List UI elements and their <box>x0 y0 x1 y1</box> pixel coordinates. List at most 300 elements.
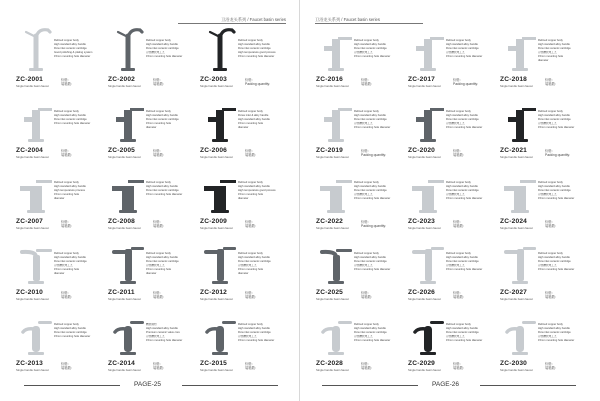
feature-line: Premium ceramic valve core <box>146 331 180 334</box>
product-card <box>406 24 498 95</box>
feature-line: High standard alloy handle <box>146 185 178 188</box>
product-features <box>54 39 106 59</box>
feature-line: 15mm mounting hole diameter <box>446 126 483 129</box>
product-features <box>146 110 198 130</box>
feature-line: Refined copper body <box>238 323 263 326</box>
feature-line: 15mm mounting hole diameter <box>354 339 391 342</box>
price-line: 装箱数: <box>361 295 372 300</box>
faucet-photo <box>198 237 242 287</box>
feature-line: Flow inlet ceramic cartridge <box>146 189 179 192</box>
feature-line: 冷热精致电工艺 <box>446 51 465 54</box>
price-block <box>453 220 464 228</box>
product-card <box>14 24 106 95</box>
price-block <box>245 291 256 299</box>
product-card <box>14 166 106 237</box>
product-description: Single handle basin faucet <box>500 297 533 301</box>
price-line: 价格: <box>245 362 253 366</box>
product-features <box>146 252 198 276</box>
price-line: 装箱数: <box>61 366 72 371</box>
product-card <box>198 166 290 237</box>
product-description: Single handle basin faucet <box>200 226 233 230</box>
feature-line: Flow inlet ceramic cartridge <box>54 118 87 121</box>
feature-line: High standard alloy handle <box>238 256 270 259</box>
feature-line: 冷热精致电工艺 <box>538 193 557 196</box>
feature-line: 冷热精致电工艺 <box>538 264 557 267</box>
product-features <box>446 181 498 201</box>
feature-line: Refined copper body <box>238 110 263 113</box>
feature-line: 15mm mounting hole <box>146 268 172 271</box>
product-card <box>406 308 498 379</box>
feature-line: Refined copper body <box>354 110 379 113</box>
price-block <box>153 220 164 228</box>
product-features <box>538 323 590 343</box>
price-line: 装箱数: <box>153 295 164 300</box>
product-code: ZC-2029 <box>408 360 436 367</box>
feature-line: 冷热精致电工艺 <box>354 122 373 125</box>
product-card <box>406 95 498 166</box>
feature-line: High standard alloy handle <box>538 327 570 330</box>
price-line: 装箱数: <box>453 224 464 229</box>
product-code: ZC-2012 <box>200 289 228 296</box>
faucet-photo <box>498 308 542 358</box>
feature-line: High standard alloy handle <box>538 114 570 117</box>
faucet-photo <box>106 95 150 145</box>
price-line: 装箱数: <box>245 224 256 229</box>
product-card <box>498 24 590 95</box>
product-code: ZC-2001 <box>16 76 44 83</box>
feature-line: High standard alloy handle <box>446 185 478 188</box>
faucet-photo <box>106 24 150 74</box>
product-card <box>14 95 106 166</box>
feature-line: High standard alloy handle <box>54 114 86 117</box>
feature-line: 精致铜材 <box>146 323 157 326</box>
price-line: 价格: <box>153 78 161 82</box>
feature-line: diameter <box>538 59 549 62</box>
product-code: ZC-2017 <box>408 76 436 83</box>
feature-line: 冷热精致电工艺 <box>146 335 165 338</box>
product-description: Single handle basin faucet <box>200 297 233 301</box>
feature-line: Flow inlet ceramic cartridge <box>354 260 387 263</box>
product-description: Single handle basin faucet <box>500 368 533 372</box>
feature-line: Flow inlet ceramic cartridge <box>538 118 571 121</box>
feature-line: diameter <box>238 197 249 200</box>
feature-line: High standard alloy handle <box>238 327 270 330</box>
feature-line: Refined copper body <box>146 181 171 184</box>
product-features <box>54 323 106 339</box>
feature-line: High standard alloy handle <box>538 43 570 46</box>
feature-line: 15mm mounting hole diameter <box>446 55 483 58</box>
price-line: 装箱数: <box>453 153 464 158</box>
feature-line: Flow inlet ceramic cartridge <box>538 331 571 334</box>
price-line: 价格: <box>453 78 461 82</box>
price-line: 价格: <box>545 220 553 224</box>
feature-line: 15mm mounting hole diameter <box>446 197 483 200</box>
price-line: 价格: <box>453 291 461 295</box>
product-features <box>538 181 590 201</box>
feature-line: Flow inlet ceramic cartridge <box>538 47 571 50</box>
price-block <box>153 149 164 157</box>
feature-line: 15mm mounting hole <box>238 122 264 125</box>
product-description: Single handle basin faucet <box>108 368 141 372</box>
price-block <box>61 291 72 299</box>
price-block <box>453 362 464 370</box>
footer-rule-right <box>182 385 278 386</box>
product-description: Single handle basin faucet <box>408 297 441 301</box>
price-block <box>361 362 372 370</box>
price-block <box>545 78 556 86</box>
feature-line: 冷热精致电工艺 <box>146 264 165 267</box>
feature-line: Refined copper body <box>238 39 263 42</box>
feature-line: 15mm mounting hole diameter <box>446 339 483 342</box>
product-code: ZC-2004 <box>16 147 44 154</box>
price-block <box>153 291 164 299</box>
feature-line: 15mm mounting hole diameter <box>146 55 183 58</box>
feature-line: Flow inlet ceramic cartridge <box>538 189 571 192</box>
price-line: 价格: <box>361 78 369 82</box>
feature-line: 冷热精致电工艺 <box>354 51 373 54</box>
feature-line: diameter <box>54 272 65 275</box>
price-line: 价格: <box>361 149 369 153</box>
product-card <box>106 166 198 237</box>
feature-line: Flow inlet ceramic cartridge <box>446 331 479 334</box>
product-card <box>198 308 290 379</box>
product-features <box>538 110 590 130</box>
product-features <box>54 181 106 201</box>
price-block <box>453 78 478 86</box>
product-code: ZC-2002 <box>108 76 136 83</box>
feature-line: Flow inlet ceramic cartridge <box>238 331 271 334</box>
feature-line: 15mm mounting hole diameter <box>146 339 183 342</box>
product-card <box>106 308 198 379</box>
feature-line: 冷热精致电工艺 <box>538 122 557 125</box>
product-code: ZC-2011 <box>108 289 135 296</box>
price-line: 装箱数: <box>453 295 464 300</box>
price-line: 装箱数: <box>153 366 164 371</box>
page-footer <box>0 380 300 392</box>
feature-line: Flow inlet ceramic cartridge <box>354 331 387 334</box>
product-code: ZC-2021 <box>500 147 528 154</box>
feature-line: High standard alloy handle <box>146 114 178 117</box>
feature-line: diameter <box>54 197 65 200</box>
page-number: PAGE-25 <box>134 381 161 388</box>
product-card <box>314 166 406 237</box>
feature-line: High standard alloy handle <box>538 256 570 259</box>
product-card <box>198 95 290 166</box>
price-line: 装箱数: <box>545 295 556 300</box>
feature-line: Flow inlet ceramic cartridge <box>354 189 387 192</box>
product-card <box>14 308 106 379</box>
page-footer <box>300 380 600 392</box>
feature-line: Refined copper body <box>354 252 379 255</box>
product-features <box>538 252 590 272</box>
product-code: ZC-2013 <box>16 360 44 367</box>
price-block <box>245 78 270 86</box>
product-features <box>446 110 498 130</box>
product-code: ZC-2018 <box>500 76 528 83</box>
feature-line: Flow inlet ceramic cartridge <box>146 260 179 263</box>
feature-line: diameter <box>238 126 249 129</box>
price-line: 价格: <box>245 220 253 224</box>
product-features <box>238 181 290 201</box>
price-line: 价格: <box>545 291 553 295</box>
product-features <box>354 181 406 201</box>
faucet-photo <box>14 24 58 74</box>
price-line: 价格: <box>545 78 553 82</box>
product-card <box>314 237 406 308</box>
product-card <box>106 24 198 95</box>
product-code: ZC-2024 <box>500 218 528 225</box>
product-features <box>54 252 106 276</box>
faucet-photo <box>198 308 242 358</box>
feature-line: 冷热精致电工艺 <box>446 193 465 196</box>
product-description: Single handle basin faucet <box>316 226 349 230</box>
feature-line: 15mm mounting hole diameter <box>238 339 275 342</box>
price-line: 价格: <box>453 220 461 224</box>
feature-line: Refined copper body <box>538 252 563 255</box>
price-block <box>61 220 72 228</box>
feature-line: Refined copper body <box>146 39 171 42</box>
product-grid <box>14 24 290 376</box>
price-line: Packing quantity: <box>361 224 387 229</box>
product-card <box>198 237 290 308</box>
price-line: 价格: <box>245 78 253 82</box>
product-features <box>354 323 406 343</box>
product-code: ZC-2008 <box>108 218 136 225</box>
product-card <box>406 237 498 308</box>
feature-line: 冷热精致电工艺 <box>354 335 373 338</box>
feature-line: 15mm mounting hole diameter <box>54 335 91 338</box>
feature-line: Refined copper body <box>238 181 263 184</box>
feature-line: Flow inlet ceramic cartridge <box>354 47 387 50</box>
feature-line: 15mm mounting hole diameter <box>54 55 91 58</box>
feature-line: High standard alloy handle <box>146 256 178 259</box>
feature-line: Flow inlet ceramic cartridge <box>146 118 179 121</box>
product-code: ZC-2003 <box>200 76 228 83</box>
feature-line: Refined copper body <box>354 323 379 326</box>
feature-line: High standard alloy handle <box>446 256 478 259</box>
feature-line: High standard alloy handle <box>54 185 86 188</box>
faucet-photo <box>14 237 58 287</box>
price-line: 价格: <box>61 220 69 224</box>
price-block <box>153 78 164 86</box>
footer-rule-left <box>322 385 418 386</box>
product-description: Single handle basin faucet <box>16 368 49 372</box>
faucet-photo <box>314 24 358 74</box>
price-line: 装箱数: <box>361 366 372 371</box>
faucet-photo <box>498 95 542 145</box>
feature-line: High standard alloy handle <box>354 185 386 188</box>
feature-line: 15mm mounting hole diameter <box>354 55 391 58</box>
feature-line: 15mm mounting hole diameter <box>354 268 391 271</box>
feature-line: 冷热精致电工艺 <box>54 264 73 267</box>
price-block <box>61 362 72 370</box>
price-line: 装箱数: <box>545 82 556 87</box>
product-description: Single handle basin faucet <box>316 297 349 301</box>
product-description: Single handle basin faucet <box>408 368 441 372</box>
feature-line: Refined copper body <box>54 39 79 42</box>
product-card <box>498 95 590 166</box>
price-block <box>545 149 570 157</box>
feature-line: 冷热精致电工艺 <box>146 51 165 54</box>
product-description: Single handle basin faucet <box>16 84 49 88</box>
page-header-title: 卫浴龙头系列 / Faucet basin series <box>221 17 286 22</box>
feature-line: Good polishing & plating system <box>54 51 93 54</box>
price-line: Packing quantity: <box>245 82 271 87</box>
feature-line: Flow inlet ceramic cartridge <box>446 260 479 263</box>
faucet-photo <box>406 237 450 287</box>
product-code: ZC-2010 <box>16 289 44 296</box>
product-card <box>498 166 590 237</box>
price-block <box>245 149 256 157</box>
product-features <box>354 110 406 130</box>
price-line: 价格: <box>153 220 161 224</box>
price-block <box>245 220 256 228</box>
page-header-title: 卫浴龙头系列 / Faucet basin series <box>315 17 380 22</box>
product-code: ZC-2009 <box>200 218 228 225</box>
feature-line: 15mm mounting hole diameter <box>446 268 483 271</box>
price-line: 价格: <box>61 362 69 366</box>
product-code: ZC-2028 <box>316 360 344 367</box>
feature-line: 冷热精致电工艺 <box>238 335 257 338</box>
feature-line: Refined copper body <box>538 323 563 326</box>
price-block <box>361 149 386 157</box>
feature-line: Refined copper body <box>446 252 471 255</box>
product-description: Single handle basin faucet <box>316 368 349 372</box>
feature-line: diameter <box>146 272 157 275</box>
feature-line: Flows inlet & alloy handle <box>238 114 269 117</box>
product-features <box>238 323 290 343</box>
feature-line: 15mm mounting hole <box>54 268 80 271</box>
faucet-photo <box>14 95 58 145</box>
feature-line: 15mm mounting hole diameter <box>538 268 575 271</box>
feature-line: High standard alloy handle <box>538 185 570 188</box>
catalog-page-right <box>300 0 600 401</box>
price-line: 装箱数: <box>545 366 556 371</box>
product-code: ZC-2020 <box>408 147 436 154</box>
product-description: Single handle basin faucet <box>200 368 233 372</box>
feature-line: 15mm mounting hole <box>146 122 172 125</box>
product-card <box>314 308 406 379</box>
price-line: 价格: <box>361 362 369 366</box>
feature-line: High standard alloy handle <box>354 114 386 117</box>
product-description: Single handle basin faucet <box>408 155 441 159</box>
feature-line: Refined copper body <box>54 323 79 326</box>
price-line: Packing quantity: <box>545 153 571 158</box>
price-line: 价格: <box>361 291 369 295</box>
feature-line: 冷热精致电工艺 <box>446 264 465 267</box>
feature-line: Refined copper body <box>538 110 563 113</box>
price-line: 装箱数: <box>245 295 256 300</box>
product-description: Single handle basin faucet <box>500 84 533 88</box>
product-code: ZC-2006 <box>200 147 228 154</box>
faucet-photo <box>498 166 542 216</box>
feature-line: High standard alloy handle <box>146 43 178 46</box>
page-number: PAGE-26 <box>432 381 459 388</box>
faucet-photo <box>14 308 58 358</box>
feature-line: 冷热精致电工艺 <box>354 264 373 267</box>
feature-line: Flow inlet ceramic cartridge <box>446 118 479 121</box>
feature-line: 冷热精致电工艺 <box>354 193 373 196</box>
faucet-photo <box>106 308 150 358</box>
product-card <box>498 308 590 379</box>
price-line: 装箱数: <box>361 82 372 87</box>
faucet-photo <box>106 237 150 287</box>
feature-line: High standard alloy handle <box>146 327 178 330</box>
feature-line: Refined copper body <box>146 252 171 255</box>
faucet-photo <box>314 166 358 216</box>
product-code: ZC-2026 <box>408 289 436 296</box>
price-block <box>245 362 256 370</box>
feature-line: 15mm mounting hole <box>238 268 264 271</box>
price-line: 装箱数: <box>153 224 164 229</box>
feature-line: 冷热精致电工艺 <box>446 122 465 125</box>
feature-line: 15mm mounting hole diameter <box>54 122 91 125</box>
feature-line: Flow inlet ceramic cartridge <box>446 189 479 192</box>
price-line: 价格: <box>245 291 253 295</box>
product-code: ZC-2030 <box>500 360 528 367</box>
product-features <box>446 252 498 272</box>
footer-rule-right <box>480 385 576 386</box>
product-description: Single handle basin faucet <box>316 155 349 159</box>
price-line: 价格: <box>361 220 369 224</box>
feature-line: Flow inlet ceramic cartridge <box>446 47 479 50</box>
feature-line: Refined copper body <box>54 252 79 255</box>
price-line: 价格: <box>453 362 461 366</box>
feature-line: Refined copper body <box>446 110 471 113</box>
price-line: 价格: <box>245 149 253 153</box>
feature-line: Refined copper body <box>238 252 263 255</box>
feature-line: 冷热精致电工艺 <box>538 51 557 54</box>
feature-line: High standard alloy handle <box>54 43 86 46</box>
product-features <box>354 252 406 272</box>
product-description: Single handle basin faucet <box>16 226 49 230</box>
price-line: 价格: <box>61 291 69 295</box>
feature-line: 15mm mounting hole diameter <box>538 197 575 200</box>
product-description: Single handle basin faucet <box>316 84 349 88</box>
feature-line: High temperature good process <box>238 189 276 192</box>
feature-line: 15mm mounting hole diameter <box>354 126 391 129</box>
feature-line: Flow inlet ceramic cartridge <box>238 260 271 263</box>
feature-line: High temperature good process <box>238 51 276 54</box>
faucet-photo <box>198 166 242 216</box>
feature-line: Refined copper body <box>538 39 563 42</box>
feature-line: Flow inlet ceramic cartridge <box>54 331 87 334</box>
faucet-photo <box>498 237 542 287</box>
feature-line: 冷热精致电工艺 <box>238 264 257 267</box>
product-description: Single handle basin faucet <box>108 226 141 230</box>
product-features <box>146 39 198 59</box>
feature-line: 15mm mounting hole diameter <box>238 55 275 58</box>
product-description: Single handle basin faucet <box>108 155 141 159</box>
feature-line: High standard alloy handle <box>354 327 386 330</box>
price-line: Packing quantity: <box>453 82 479 87</box>
feature-line: Refined copper body <box>54 181 79 184</box>
product-card <box>314 95 406 166</box>
feature-line: 15mm mounting hole diameter <box>538 339 575 342</box>
feature-line: High standard alloy handle <box>238 43 270 46</box>
price-line: 装箱数: <box>61 295 72 300</box>
price-line: 装箱数: <box>61 224 72 229</box>
price-line: 价格: <box>153 149 161 153</box>
product-features <box>238 39 290 59</box>
product-features <box>54 110 106 126</box>
faucet-photo <box>106 166 150 216</box>
price-line: 装箱数: <box>545 224 556 229</box>
product-code: ZC-2023 <box>408 218 436 225</box>
price-line: 装箱数: <box>245 153 256 158</box>
feature-line: Flow inlet ceramic cartridge <box>354 118 387 121</box>
feature-line: 15mm mounting hole diameter <box>354 197 391 200</box>
